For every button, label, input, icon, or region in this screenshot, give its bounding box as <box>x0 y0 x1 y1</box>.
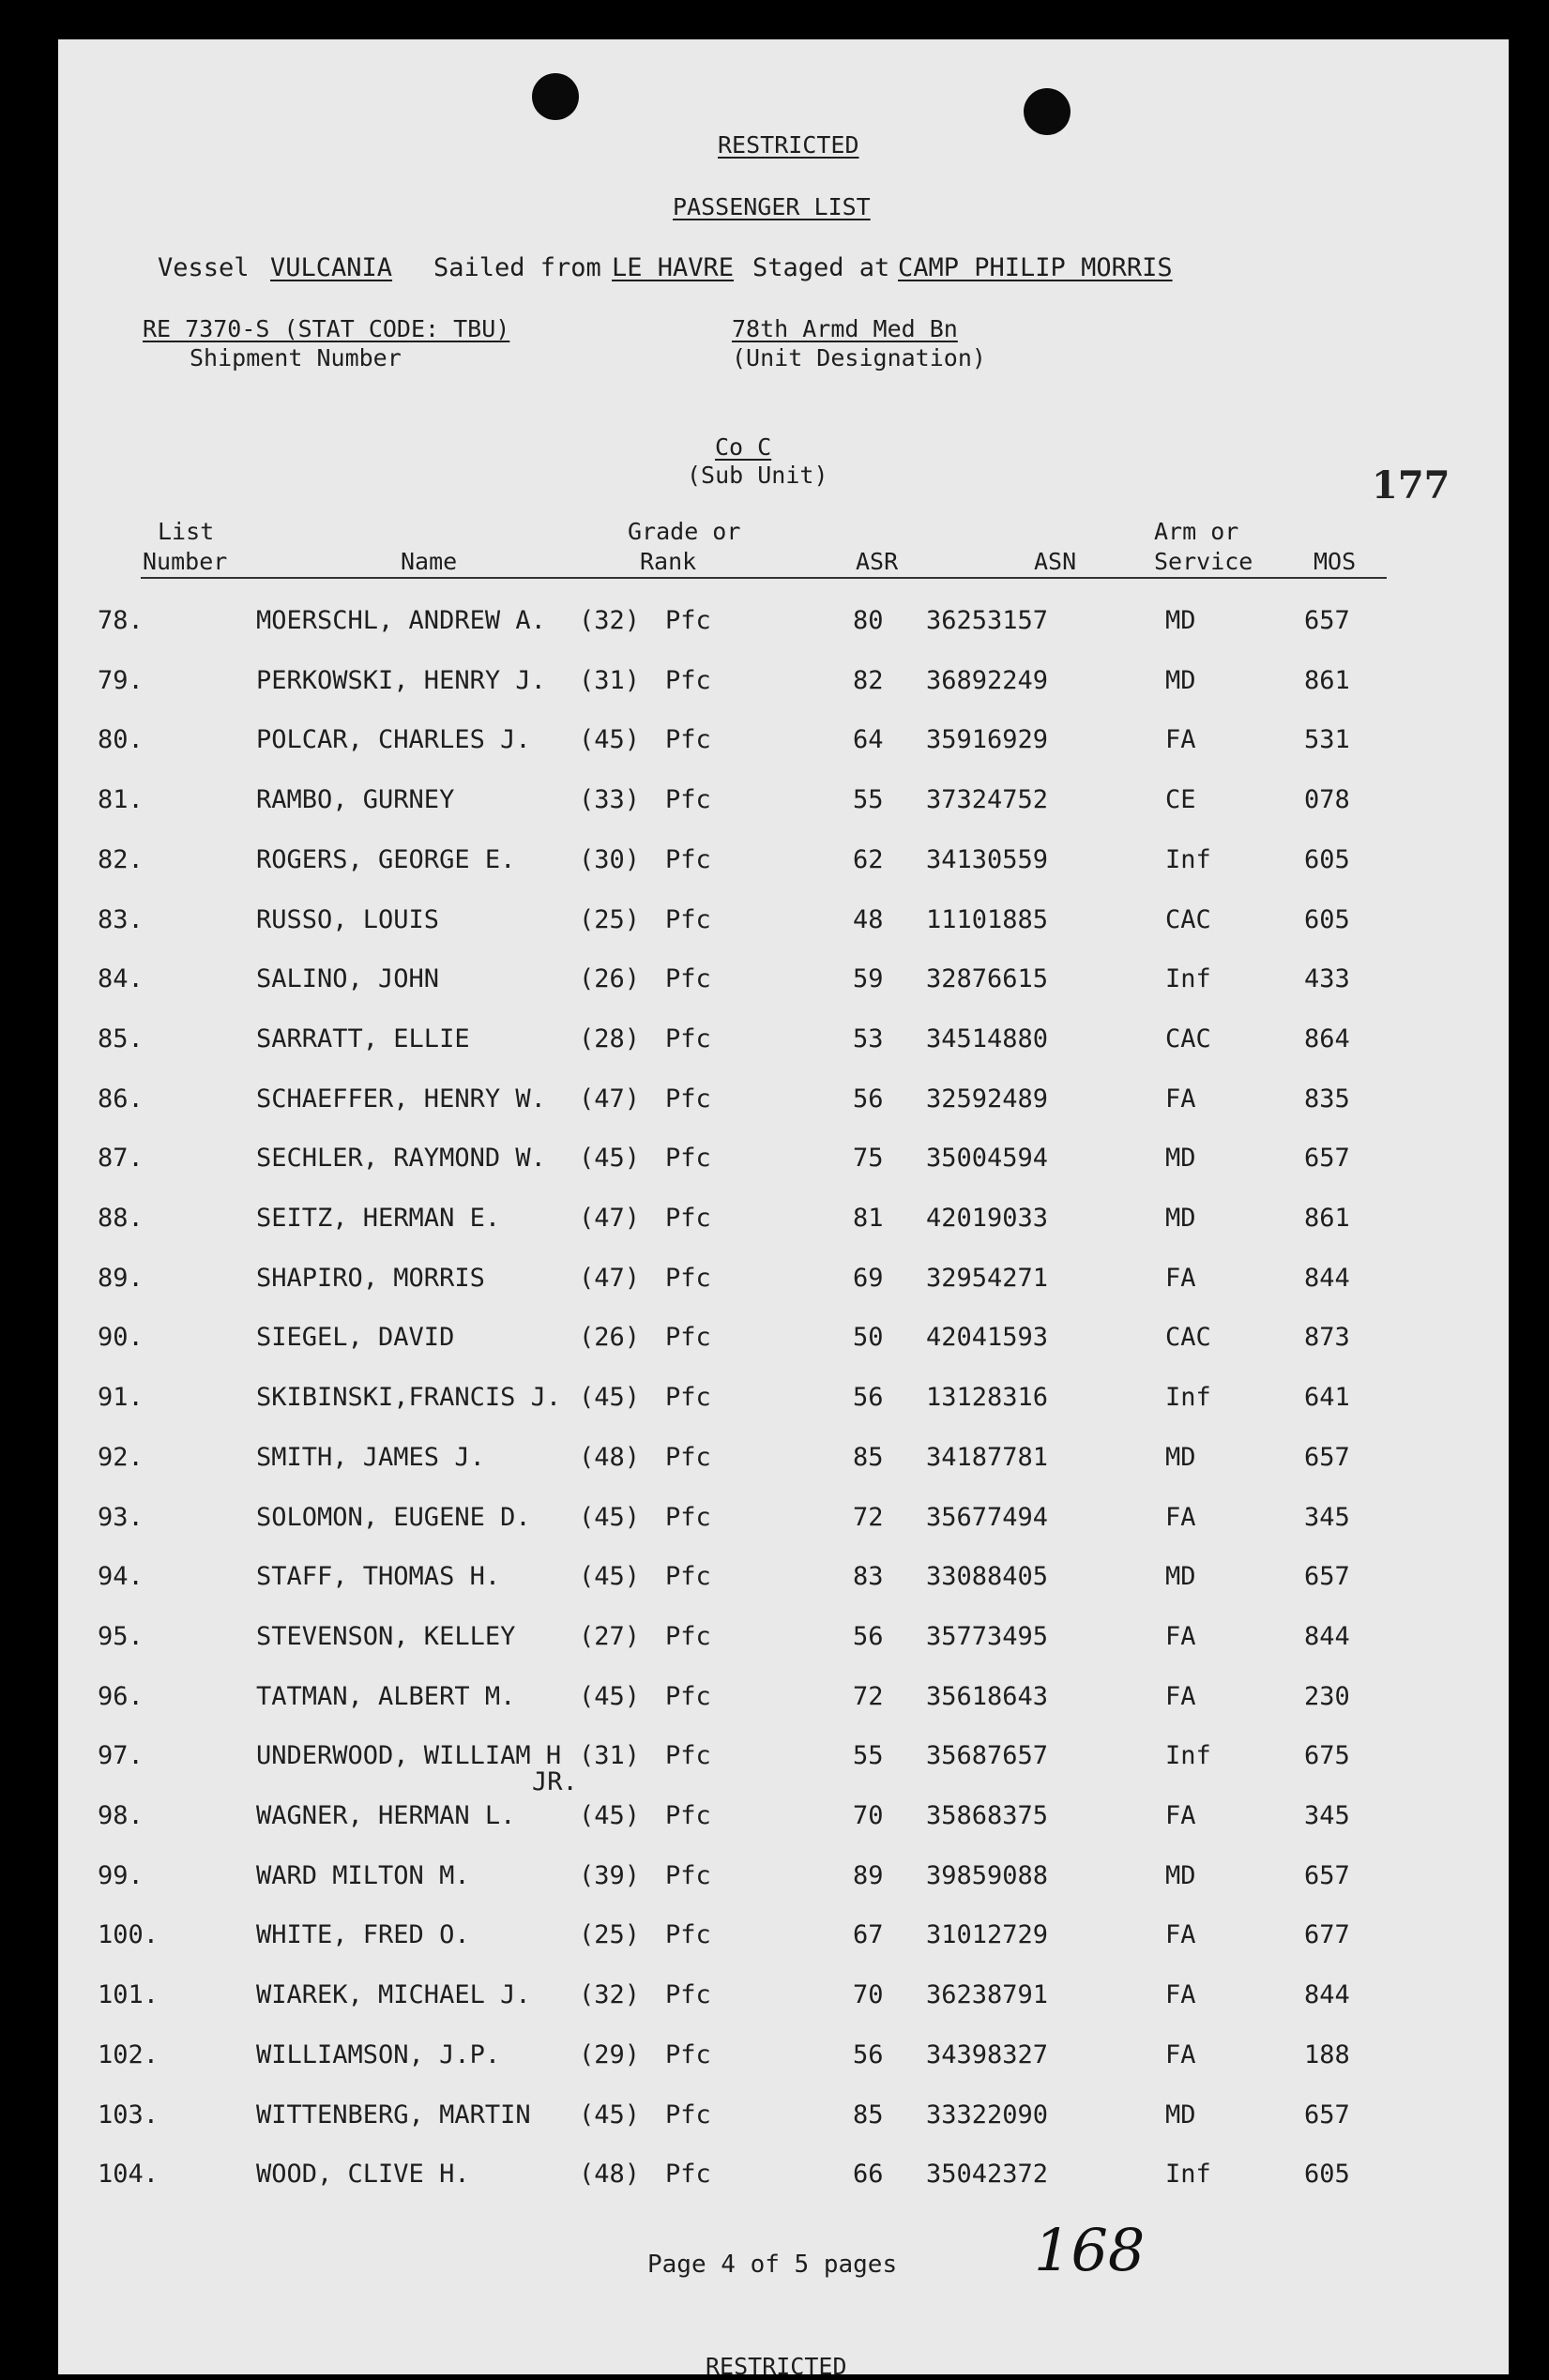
classification-bottom: RESTRICTED <box>706 2353 847 2380</box>
asn: 32876615 <box>926 964 1049 994</box>
col-mos: MOS <box>1314 548 1357 575</box>
mos: 657 <box>1304 1860 1350 1890</box>
page-count: Page 4 of 5 pages <box>647 2251 898 2279</box>
grade: Pfc <box>665 1741 711 1771</box>
grade: Pfc <box>665 904 711 934</box>
list-number: 98. <box>98 1801 144 1830</box>
list-number: 99. <box>98 1860 144 1890</box>
sailed-label: Sailed from <box>433 253 601 282</box>
arm-service: Inf <box>1165 2160 1211 2190</box>
passenger-name: WARD MILTON M. <box>256 1860 470 1890</box>
list-number: 104. <box>98 2160 159 2190</box>
asr: 70 <box>853 1801 884 1830</box>
asr: 55 <box>853 1741 884 1771</box>
asr: 83 <box>853 1562 884 1592</box>
unit-designation: 78th Armd Med Bn <box>732 315 958 342</box>
mos: 078 <box>1304 785 1350 815</box>
asn: 35618643 <box>926 1681 1049 1711</box>
list-number: 96. <box>98 1681 144 1711</box>
passenger-name: WOOD, CLIVE H. <box>256 2160 470 2190</box>
list-number: 97. <box>98 1741 144 1771</box>
asn: 35677494 <box>926 1502 1049 1532</box>
mos: 531 <box>1304 725 1350 755</box>
grade: Pfc <box>665 964 711 994</box>
grade: Pfc <box>665 1323 711 1353</box>
age: (47) <box>579 1263 641 1293</box>
col-list-l2: Number <box>143 548 228 575</box>
asr: 85 <box>853 1442 884 1472</box>
grade: Pfc <box>665 2160 711 2190</box>
asr: 56 <box>853 1621 884 1651</box>
asr: 50 <box>853 1323 884 1353</box>
grade: Pfc <box>665 665 711 695</box>
asr: 53 <box>853 1023 884 1054</box>
grade: Pfc <box>665 1860 711 1890</box>
passenger-name: MOERSCHL, ANDREW A. <box>256 606 546 635</box>
age: (48) <box>579 2160 641 2190</box>
name-suffix: JR. <box>532 1767 578 1797</box>
asn: 34398327 <box>926 2039 1049 2069</box>
list-number: 80. <box>98 725 144 755</box>
arm-service: MD <box>1165 606 1196 635</box>
asn: 36238791 <box>926 1980 1049 2010</box>
arm-service: MD <box>1165 1562 1196 1592</box>
age: (32) <box>579 1980 641 2010</box>
asn: 11101885 <box>926 904 1049 934</box>
punch-hole-right <box>1024 88 1071 135</box>
passenger-name: RAMBO, GURNEY <box>256 785 455 815</box>
arm-service: FA <box>1165 1681 1196 1711</box>
age: (33) <box>579 785 641 815</box>
grade: Pfc <box>665 1502 711 1532</box>
passenger-name: STEVENSON, KELLEY <box>256 1621 516 1651</box>
age: (45) <box>579 2100 641 2130</box>
list-number: 90. <box>98 1323 144 1353</box>
asr: 70 <box>853 1980 884 2010</box>
arm-service: FA <box>1165 1621 1196 1651</box>
classification-top: RESTRICTED <box>718 131 859 159</box>
list-number: 82. <box>98 844 144 874</box>
mos: 657 <box>1304 606 1350 635</box>
asn: 13128316 <box>926 1383 1049 1413</box>
col-asn: ASN <box>1034 548 1077 575</box>
arm-service: MD <box>1165 1860 1196 1890</box>
mos: 873 <box>1304 1323 1350 1353</box>
grade: Pfc <box>665 2039 711 2069</box>
passenger-name: STAFF, THOMAS H. <box>256 1562 501 1592</box>
list-number: 102. <box>98 2039 159 2069</box>
passenger-name: SOLOMON, EUGENE D. <box>256 1502 531 1532</box>
grade: Pfc <box>665 844 711 874</box>
age: (45) <box>579 1502 641 1532</box>
arm-service: FA <box>1165 1502 1196 1532</box>
age: (29) <box>579 2039 641 2069</box>
document-page <box>58 39 1509 2380</box>
grade: Pfc <box>665 785 711 815</box>
asr: 64 <box>853 725 884 755</box>
asn: 35004594 <box>926 1144 1049 1174</box>
mos: 677 <box>1304 1920 1350 1950</box>
passenger-name: SKIBINSKI,FRANCIS J. <box>256 1383 562 1413</box>
mos: 433 <box>1304 964 1350 994</box>
arm-service: MD <box>1165 2100 1196 2130</box>
asn: 36253157 <box>926 606 1049 635</box>
age: (28) <box>579 1023 641 1054</box>
age: (25) <box>579 904 641 934</box>
asn: 31012729 <box>926 1920 1049 1950</box>
arm-service: FA <box>1165 1980 1196 2010</box>
mos: 657 <box>1304 2100 1350 2130</box>
vessel-value: VULCANIA <box>270 253 393 282</box>
asn: 32954271 <box>926 1263 1049 1293</box>
passenger-name: WHITE, FRED O. <box>256 1920 470 1950</box>
asn: 35042372 <box>926 2160 1049 2190</box>
list-number: 79. <box>98 665 144 695</box>
arm-service: FA <box>1165 1920 1196 1950</box>
arm-service: MD <box>1165 1144 1196 1174</box>
grade: Pfc <box>665 1023 711 1054</box>
passenger-name: TATMAN, ALBERT M. <box>256 1681 516 1711</box>
mos: 345 <box>1304 1801 1350 1830</box>
passenger-name: SCHAEFFER, HENRY W. <box>256 1084 546 1114</box>
asr: 80 <box>853 606 884 635</box>
list-number: 78. <box>98 606 144 635</box>
arm-service: CE <box>1165 785 1196 815</box>
list-number: 101. <box>98 1980 159 2010</box>
arm-service: MD <box>1165 1204 1196 1233</box>
asr: 85 <box>853 2100 884 2130</box>
grade: Pfc <box>665 2100 711 2130</box>
list-number: 91. <box>98 1383 144 1413</box>
passenger-name: SMITH, JAMES J. <box>256 1442 485 1472</box>
arm-service: CAC <box>1165 1323 1211 1353</box>
arm-service: Inf <box>1165 1741 1211 1771</box>
mos: 844 <box>1304 1621 1350 1651</box>
asr: 56 <box>853 1383 884 1413</box>
age: (45) <box>579 1383 641 1413</box>
mos: 861 <box>1304 1204 1350 1233</box>
mos: 657 <box>1304 1562 1350 1592</box>
passenger-name: ROGERS, GEORGE E. <box>256 844 516 874</box>
shipment-number: RE 7370-S (STAT CODE: TBU) <box>143 315 510 342</box>
mos: 864 <box>1304 1023 1350 1054</box>
list-number: 92. <box>98 1442 144 1472</box>
grade: Pfc <box>665 1562 711 1592</box>
asn: 35687657 <box>926 1741 1049 1771</box>
age: (25) <box>579 1920 641 1950</box>
age: (47) <box>579 1084 641 1114</box>
asn: 39859088 <box>926 1860 1049 1890</box>
col-list-l1: List <box>158 518 215 545</box>
age: (47) <box>579 1204 641 1233</box>
arm-service: Inf <box>1165 964 1211 994</box>
mos: 861 <box>1304 665 1350 695</box>
grade: Pfc <box>665 1442 711 1472</box>
asr: 56 <box>853 1084 884 1114</box>
asn: 35916929 <box>926 725 1049 755</box>
list-number: 87. <box>98 1144 144 1174</box>
col-grade-l2: Rank <box>640 548 697 575</box>
asr: 72 <box>853 1681 884 1711</box>
passenger-name: POLCAR, CHARLES J. <box>256 725 531 755</box>
sub-unit-caption: (Sub Unit) <box>687 462 828 489</box>
asn: 42041593 <box>926 1323 1049 1353</box>
passenger-name: SHAPIRO, MORRIS <box>256 1263 485 1293</box>
col-grade-l1: Grade or <box>628 518 741 545</box>
list-number: 89. <box>98 1263 144 1293</box>
asr: 67 <box>853 1920 884 1950</box>
list-number: 85. <box>98 1023 144 1054</box>
sub-unit: Co C <box>715 433 772 461</box>
asr: 62 <box>853 844 884 874</box>
age: (39) <box>579 1860 641 1890</box>
mos: 844 <box>1304 1263 1350 1293</box>
list-number: 83. <box>98 904 144 934</box>
grade: Pfc <box>665 1920 711 1950</box>
asr: 75 <box>853 1144 884 1174</box>
passenger-name: RUSSO, LOUIS <box>256 904 440 934</box>
asr: 82 <box>853 665 884 695</box>
vessel-label: Vessel <box>158 253 250 282</box>
asr: 72 <box>853 1502 884 1532</box>
passenger-name: SECHLER, RAYMOND W. <box>256 1144 546 1174</box>
arm-service: CAC <box>1165 1023 1211 1054</box>
passenger-name: WIAREK, MICHAEL J. <box>256 1980 531 2010</box>
age: (45) <box>579 1562 641 1592</box>
list-number: 95. <box>98 1621 144 1651</box>
age: (26) <box>579 1323 641 1353</box>
age: (31) <box>579 1741 641 1771</box>
arm-service: CAC <box>1165 904 1211 934</box>
asr: 66 <box>853 2160 884 2190</box>
asn: 34187781 <box>926 1442 1049 1472</box>
asn: 33088405 <box>926 1562 1049 1592</box>
arm-service: FA <box>1165 2039 1196 2069</box>
staged-value: CAMP PHILIP MORRIS <box>898 253 1173 282</box>
age: (30) <box>579 844 641 874</box>
age: (45) <box>579 1144 641 1174</box>
passenger-name: SALINO, JOHN <box>256 964 440 994</box>
age: (32) <box>579 606 641 635</box>
asn: 37324752 <box>926 785 1049 815</box>
stamp-number: 177 <box>1372 463 1450 508</box>
age: (26) <box>579 964 641 994</box>
asr: 59 <box>853 964 884 994</box>
mos: 345 <box>1304 1502 1350 1532</box>
arm-service: MD <box>1165 665 1196 695</box>
asn: 34514880 <box>926 1023 1049 1054</box>
list-number: 93. <box>98 1502 144 1532</box>
asn: 33322090 <box>926 2100 1049 2130</box>
punch-hole-left <box>532 73 579 120</box>
grade: Pfc <box>665 1204 711 1233</box>
arm-service: Inf <box>1165 844 1211 874</box>
arm-service: FA <box>1165 1084 1196 1114</box>
arm-service: MD <box>1165 1442 1196 1472</box>
grade: Pfc <box>665 1263 711 1293</box>
asn: 35868375 <box>926 1801 1049 1830</box>
grade: Pfc <box>665 1980 711 2010</box>
grade: Pfc <box>665 1144 711 1174</box>
age: (45) <box>579 725 641 755</box>
mos: 844 <box>1304 1980 1350 2010</box>
mos: 657 <box>1304 1442 1350 1472</box>
col-arm-l1: Arm or <box>1154 518 1239 545</box>
asr: 89 <box>853 1860 884 1890</box>
col-asr: ASR <box>856 548 899 575</box>
mos: 188 <box>1304 2039 1350 2069</box>
handwritten-number: 168 <box>1034 2216 1146 2284</box>
age: (31) <box>579 665 641 695</box>
mos: 605 <box>1304 844 1350 874</box>
mos: 675 <box>1304 1741 1350 1771</box>
age: (45) <box>579 1681 641 1711</box>
passenger-name: UNDERWOOD, WILLIAM H <box>256 1741 562 1771</box>
arm-service: FA <box>1165 1801 1196 1830</box>
list-number: 86. <box>98 1084 144 1114</box>
asn: 32592489 <box>926 1084 1049 1114</box>
grade: Pfc <box>665 1084 711 1114</box>
asr: 56 <box>853 2039 884 2069</box>
passenger-name: SEITZ, HERMAN E. <box>256 1204 501 1233</box>
passenger-name: WITTENBERG, MARTIN <box>256 2100 531 2130</box>
asr: 69 <box>853 1263 884 1293</box>
list-number: 103. <box>98 2100 159 2130</box>
asn: 36892249 <box>926 665 1049 695</box>
mos: 835 <box>1304 1084 1350 1114</box>
asn: 35773495 <box>926 1621 1049 1651</box>
mos: 605 <box>1304 904 1350 934</box>
asn: 42019033 <box>926 1204 1049 1233</box>
passenger-name: WILLIAMSON, J.P. <box>256 2039 501 2069</box>
arm-service: FA <box>1165 725 1196 755</box>
grade: Pfc <box>665 1801 711 1830</box>
passenger-name: SARRATT, ELLIE <box>256 1023 470 1054</box>
mos: 605 <box>1304 2160 1350 2190</box>
asr: 55 <box>853 785 884 815</box>
list-number: 88. <box>98 1204 144 1233</box>
list-number: 84. <box>98 964 144 994</box>
list-number: 81. <box>98 785 144 815</box>
list-number: 94. <box>98 1562 144 1592</box>
age: (45) <box>579 1801 641 1830</box>
col-arm-l2: Service <box>1154 548 1253 575</box>
passenger-name: PERKOWSKI, HENRY J. <box>256 665 546 695</box>
passenger-name: WAGNER, HERMAN L. <box>256 1801 516 1830</box>
grade: Pfc <box>665 725 711 755</box>
grade: Pfc <box>665 1681 711 1711</box>
grade: Pfc <box>665 1621 711 1651</box>
asn: 34130559 <box>926 844 1049 874</box>
age: (27) <box>579 1621 641 1651</box>
age: (48) <box>579 1442 641 1472</box>
asr: 48 <box>853 904 884 934</box>
passenger-name: SIEGEL, DAVID <box>256 1323 455 1353</box>
col-name: Name <box>401 548 458 575</box>
shipment-caption: Shipment Number <box>190 344 402 371</box>
mos: 230 <box>1304 1681 1350 1711</box>
grade: Pfc <box>665 1383 711 1413</box>
grade: Pfc <box>665 606 711 635</box>
list-number: 100. <box>98 1920 159 1950</box>
staged-label: Staged at <box>752 253 890 282</box>
arm-service: Inf <box>1165 1383 1211 1413</box>
arm-service: FA <box>1165 1263 1196 1293</box>
header-rule <box>141 577 1387 579</box>
page-title: PASSENGER LIST <box>673 193 871 220</box>
mos: 641 <box>1304 1383 1350 1413</box>
sailed-value: LE HAVRE <box>612 253 735 282</box>
unit-caption: (Unit Designation) <box>732 344 986 371</box>
mos: 657 <box>1304 1144 1350 1174</box>
asr: 81 <box>853 1204 884 1233</box>
